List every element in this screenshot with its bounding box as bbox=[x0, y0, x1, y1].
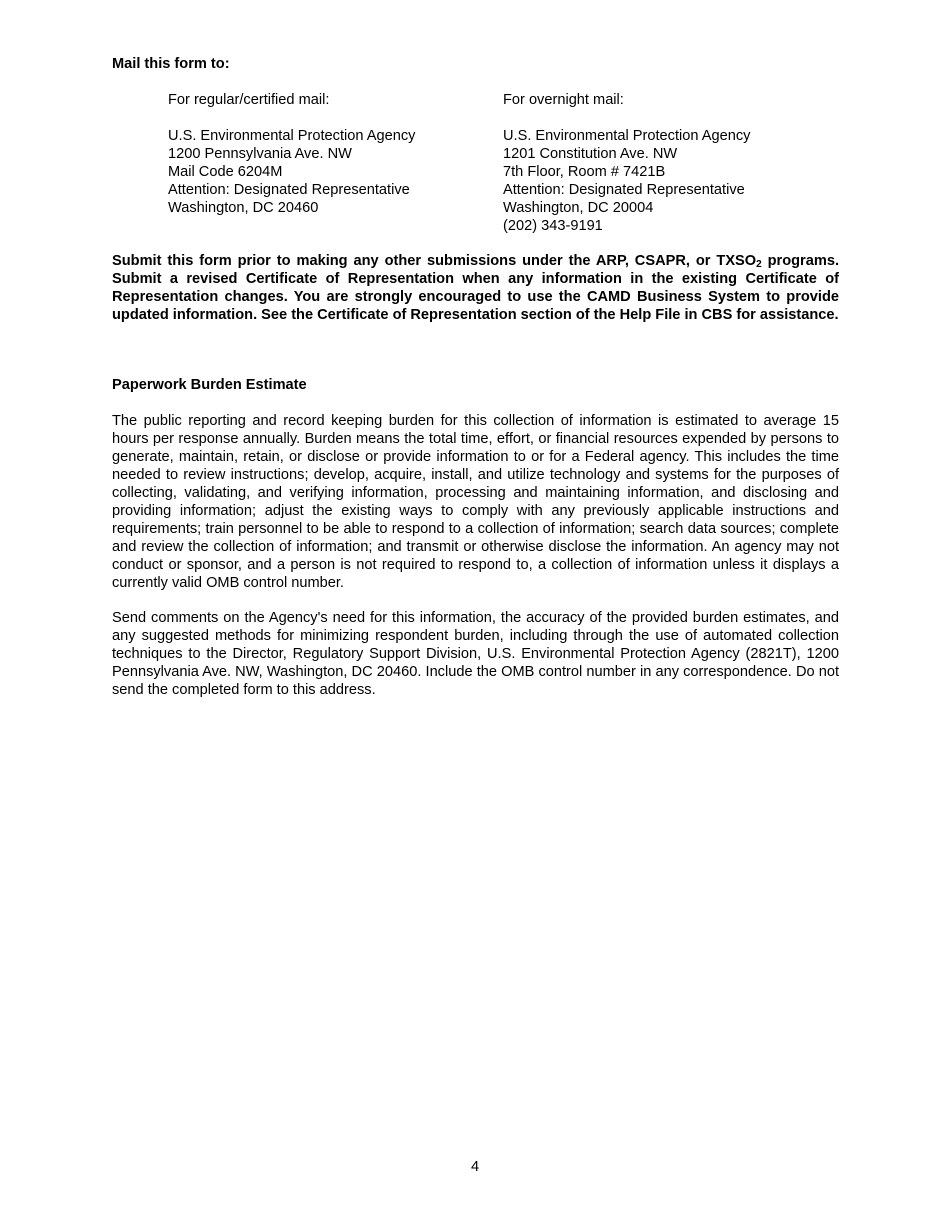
overnight-mail-line: U.S. Environmental Protection Agency bbox=[503, 128, 751, 144]
notice-text-start: Submit this form prior to making any other submissions under the ARP, CSAPR, or TXSO bbox=[112, 253, 757, 269]
mail-heading: Mail this form to: bbox=[112, 56, 230, 72]
overnight-mail-line: 7th Floor, Room # 7421B bbox=[503, 164, 666, 180]
notice-subscript: 2 bbox=[756, 259, 762, 270]
overnight-mail-line: Attention: Designated Representative bbox=[503, 182, 745, 198]
regular-mail-address bbox=[168, 91, 488, 217]
regular-mail-line: Attention: Designated Representative bbox=[168, 182, 410, 198]
overnight-mail-line: Washington, DC 20004 bbox=[503, 200, 654, 216]
burden-paragraph-1: The public reporting and record keeping burden for this collection of information is estimated to average 15 hours per response annually. Burden means the total time, effort, or financial resources expended by persons to generate, maintain, retain, or disclose or provide information to or for a Federal agency. This includes the time needed to review instructions; develop, acquire, install, and utilize technology and systems for the purposes of collecting, validating, and verifying information, processing and maintaining information, and disclosing and providing information; adjust the existing ways to comply with any previously applicable instructions and requirements; train personnel to be able to respond to a collection of information; search data sources; complete and review the collection of information; and transmit or otherwise disclose the information. An agency may not conduct or sponsor, and a person is not required to respond to, a collection of information unless it displays a currently valid OMB control number. bbox=[112, 413, 839, 591]
burden-heading: Paperwork Burden Estimate bbox=[112, 377, 307, 393]
overnight-mail-phone: (202) 343-9191 bbox=[503, 218, 603, 234]
regular-mail-line: Mail Code 6204M bbox=[168, 164, 283, 180]
notice-text-end: programs. Submit a revised Certificate of Representation when any information in the existing Certificate of Representation changes. You are strongly encouraged to use the CAMD Business System to provide updated information. See the Certificate of Representation section of the Help File in CBS for assistance. bbox=[112, 253, 839, 323]
overnight-mail-label: For overnight mail: bbox=[503, 92, 624, 108]
overnight-mail-line: 1201 Constitution Ave. NW bbox=[503, 146, 678, 162]
submission-notice bbox=[112, 252, 839, 324]
regular-mail-line: Washington, DC 20460 bbox=[168, 200, 319, 216]
overnight-mail-address bbox=[503, 91, 823, 235]
regular-mail-label: For regular/certified mail: bbox=[168, 92, 330, 108]
burden-paragraph-2: Send comments on the Agency's need for this information, the accuracy of the provided burden estimates, and any suggested methods for minimizing respondent burden, including through the use of automated collection techniques to the Director, Regulatory Support Division, U.S. Environmental Protection Agency (2821T), 1200 Pennsylvania Ave. NW, Washington, DC 20460. Include the OMB control number in any correspondence. Do not send the completed form to this address. bbox=[112, 610, 839, 698]
regular-mail-line: 1200 Pennsylvania Ave. NW bbox=[168, 146, 352, 162]
page-number: 4 bbox=[470, 1159, 480, 1175]
regular-mail-line: U.S. Environmental Protection Agency bbox=[168, 128, 416, 144]
